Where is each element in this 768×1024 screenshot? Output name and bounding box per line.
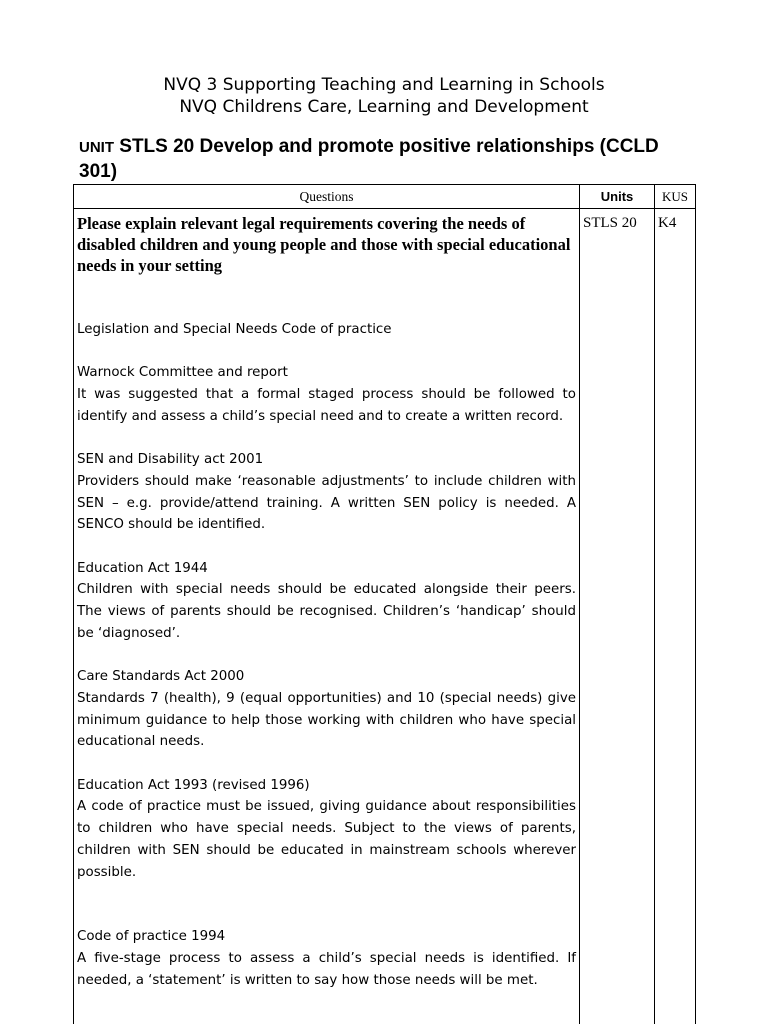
answer-section-heading: SEN and Disability act 2001 (77, 452, 264, 468)
qualification-title-2: NVQ Childrens Care, Learning and Development (179, 97, 589, 117)
answer-section-heading: Care Standards Act 2000 (77, 669, 245, 685)
kus-cell: K4 (655, 209, 696, 1024)
unit-prefix: UNIT (79, 139, 114, 156)
table-header-row (74, 185, 696, 209)
table-row (74, 209, 696, 1024)
questions-table (73, 184, 696, 1024)
answer-section-heading: Education Act 1993 (revised 1996) (77, 777, 310, 793)
answer-section-text: Children with special needs should be educated alongside their peers. The views of parents should be recognised. Children’s ‘handicap’ should be ‘diagnosed’. (77, 582, 576, 641)
answer-body (77, 319, 576, 991)
answer-section-heading: Legislation and Special Needs Code of practice (77, 322, 392, 337)
kus-column-header: KUS (655, 185, 696, 209)
answer-section (77, 362, 576, 427)
units-cell: STLS 20 (580, 209, 655, 1024)
answer-section-heading: Code of practice 1994 (77, 929, 226, 945)
answer-section-heading: Warnock Committee and report (77, 365, 288, 381)
answer-section-text: Providers should make ‘reasonable adjustments’ to include children with SEN – e.g. provide/attend training. A written SEN policy is needed. A SENCO should be identified. (77, 473, 576, 533)
answer-section-text: A code of practice must be issued, giving guidance about responsibilities to children who have special needs. Subject to the views of parents, children with SEN should be educated in mainstream schools wherever possible. (77, 799, 576, 880)
answer-section (77, 775, 576, 884)
unit-title (79, 135, 699, 184)
units-column-header: Units (580, 185, 655, 209)
answer-section-heading: Education Act 1944 (77, 560, 208, 576)
question-cell (74, 209, 580, 1024)
answer-section-text: A five-stage process to assess a child’s special needs is identified. If needed, a ‘statement’ is written to say how those needs will be met. (77, 950, 576, 988)
answer-section-text: Standards 7 (health), 9 (equal opportunities) and 10 (special needs) give minimum guidance to help those working with children who have special educational needs. (77, 690, 576, 750)
qualification-title-1: NVQ 3 Supporting Teaching and Learning in Schools (163, 75, 605, 95)
answer-section (77, 666, 576, 753)
question-text: Please explain relevant legal requirements covering the needs of disabled children and young people and those with special educational needs in your setting (77, 214, 571, 275)
answer-section-text: It was suggested that a formal staged process should be followed to identify and assess a child’s special need and to create a written record. (77, 387, 576, 424)
answer-section (77, 449, 576, 536)
questions-column-header: Questions (74, 185, 580, 209)
answer-section (77, 558, 576, 645)
answer-section (77, 926, 576, 991)
answer-section (77, 319, 576, 341)
unit-name: STLS 20 Develop and promote positive relationships (CCLD 301) (79, 136, 659, 182)
